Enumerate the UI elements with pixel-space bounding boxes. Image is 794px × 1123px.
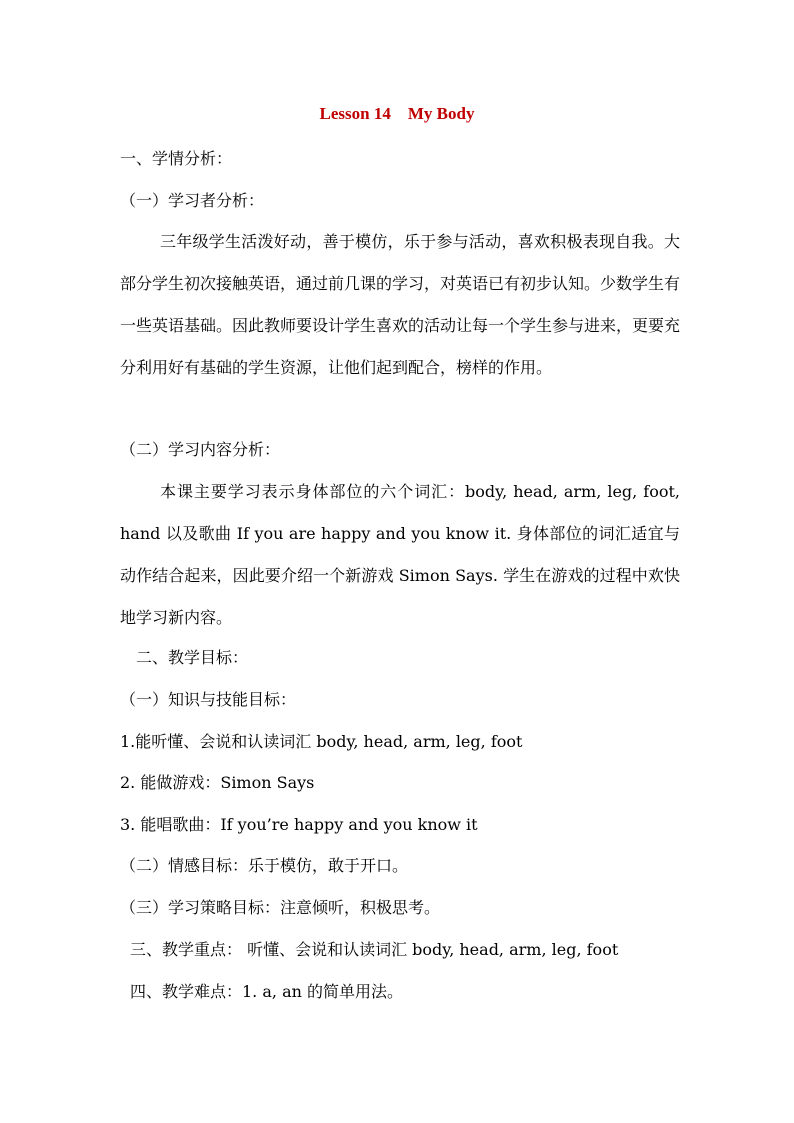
goal-emotion: （二）情感目标：乐于模仿，敢于开口。 <box>120 856 409 875</box>
goal-item-2: 2. 能做游戏：Simon Says <box>120 773 315 792</box>
section-4-difficulties: 四、教学难点：1. a, an 的简单用法。 <box>130 982 403 1001</box>
learner-analysis-paragraph: 三年级学生活泼好动，善于模仿，乐于参与活动，喜欢积极表现自我。大部分学生初次接触英语，通过前几课的学习，对英语已有初步认知。少数学生有一些英语基础。因此教师要设计学生喜欢的活动让每一个学生参与进来，更要充分利用好有基础的学生资源，让他们起到配合，榜样的作用。 <box>120 232 681 377</box>
section-3-key-points: 三、教学重点： 听懂、会说和认读词汇 body, head, arm, leg, foot <box>130 940 619 959</box>
page-title: Lesson 14 My Body <box>319 104 475 123</box>
content-analysis-paragraph: 本课主要学习表示身体部位的六个词汇：body, head, arm, leg, foot, hand 以及歌曲 If you are happy and you know it. 身体部位的词汇适宜与动作结合起来，因此要介绍一个新游戏 Simon Says. 学生在游戏的过程中欢快地学习新内容。 <box>120 482 680 627</box>
goal-knowledge-heading: （一）知识与技能目标： <box>120 690 297 709</box>
goal-item-3: 3. 能唱歌曲：If you’re happy and you know it <box>120 815 478 834</box>
section-1-heading: 一、学情分析： <box>120 149 233 168</box>
goal-item-1: 1.能听懂、会说和认读词汇 body, head, arm, leg, foot <box>120 732 523 751</box>
goal-strategy: （三）学习策略目标：注意倾听，积极思考。 <box>120 898 441 917</box>
subsection-content-analysis-heading: （二）学习内容分析： <box>120 440 281 459</box>
subsection-learner-analysis-heading: （一）学习者分析： <box>120 191 265 210</box>
section-2-heading: 二、教学目标： <box>136 648 249 667</box>
